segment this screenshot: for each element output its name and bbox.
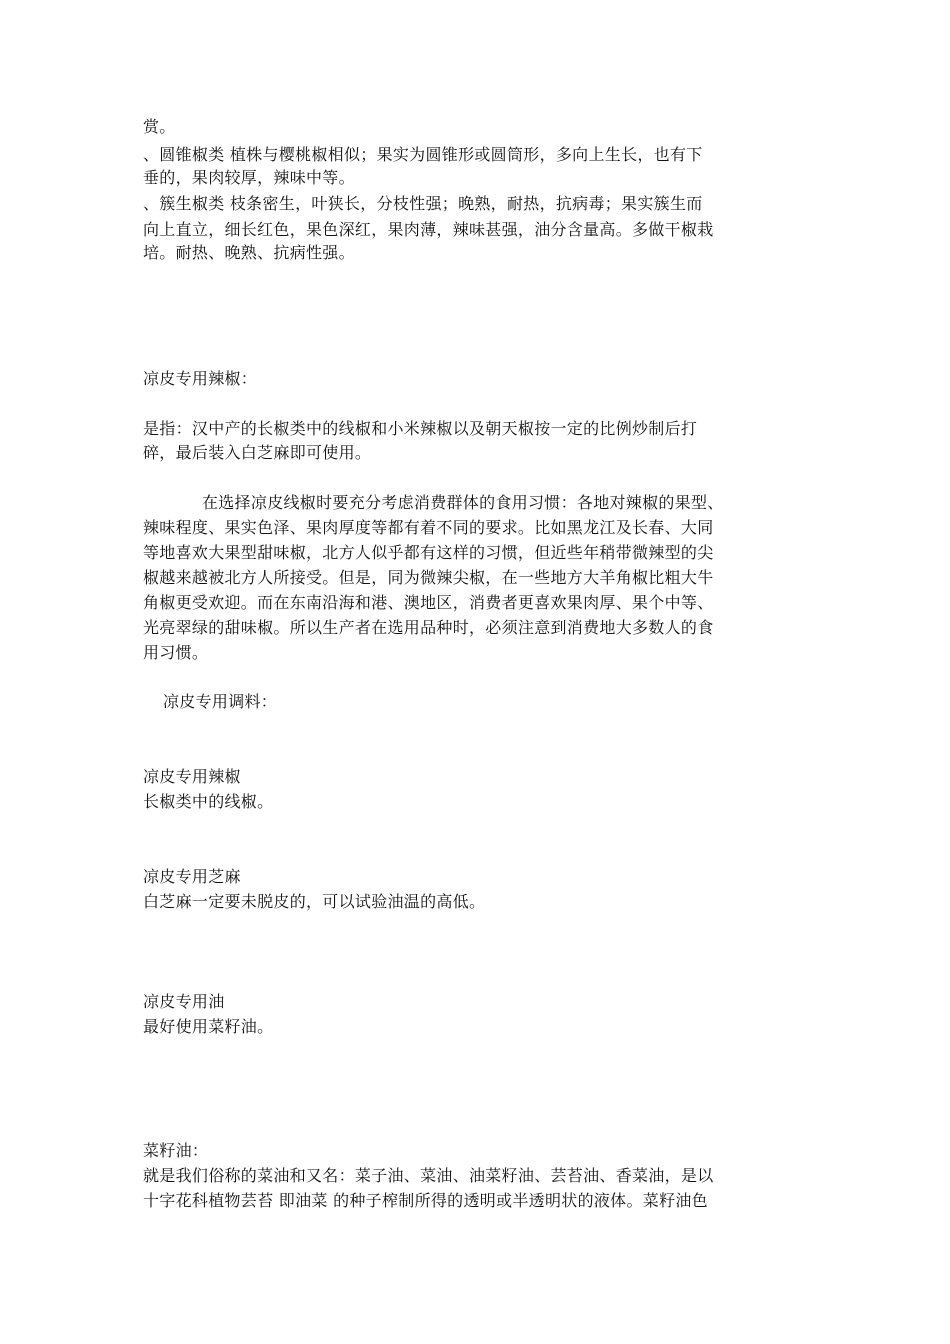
section-heading: 凉皮专用辣椒： <box>143 369 258 388</box>
text-line: 角椒更受欢迎。而在东南沿海和港、澳地区，消费者更喜欢果肉厚、果个中等、 <box>143 593 714 612</box>
item-description: 白芝麻一定要未脱皮的，可以试验油温的高低。 <box>143 892 486 911</box>
text-line: 培。耐热、晚熟、抗病性强。 <box>143 243 355 262</box>
text-line: 赏。 <box>143 117 176 136</box>
text-line: 用习惯。 <box>143 643 209 662</box>
text-line: 向上直立，细长红色，果色深红，果肉薄，辣味甚强，油分含量高。多做干椒栽 <box>143 220 714 239</box>
text-line: 、簇生椒类 枝条密生，叶狭长，分枝性强；晚熟，耐热，抗病毒；果实簇生而 <box>143 194 703 213</box>
text-line: 辣味程度、果实色泽、果肉厚度等都有着不同的要求。比如黑龙江及长春、大同 <box>143 518 714 537</box>
text-line: 等地喜欢大果型甜味椒，北方人似乎都有这样的习惯，但近些年稍带微辣型的尖 <box>143 543 714 562</box>
text-line: 、圆锥椒类 植株与樱桃椒相似；果实为圆锥形或圆筒形，多向上生长，也有下 <box>143 145 703 164</box>
text-line: 就是我们俗称的菜油和又名：菜子油、菜油、油菜籽油、芸苔油、香菜油，是以 <box>143 1166 714 1185</box>
text-line: 垂的，果肉较厚，辣味中等。 <box>143 168 355 187</box>
section-heading: 凉皮专用调料： <box>163 692 278 711</box>
text-line: 光亮翠绿的甜味椒。所以生产者在选用品种时，必须注意到消费地大多数人的食 <box>143 618 714 637</box>
item-description: 最好使用菜籽油。 <box>143 1017 274 1036</box>
text-line: 碎，最后装入白芝麻即可使用。 <box>143 443 372 462</box>
item-title: 凉皮专用辣椒 <box>143 767 241 786</box>
item-title: 凉皮专用芝麻 <box>143 867 241 886</box>
text-line: 十字花科植物芸苔 即油菜 的种子榨制所得的透明或半透明状的液体。菜籽油色 <box>143 1191 708 1210</box>
item-title: 凉皮专用油 <box>143 992 225 1011</box>
paragraph-first-line: 在选择凉皮线椒时要充分考虑消费群体的食用习惯：各地对辣椒的果型、 <box>202 493 724 512</box>
text-line: 是指：汉中产的长椒类中的线椒和小米辣椒以及朝天椒按一定的比例炒制后打 <box>143 419 698 438</box>
section-heading: 菜籽油： <box>143 1141 209 1160</box>
text-line: 椒越来越被北方人所接受。但是，同为微辣尖椒，在一些地方大羊角椒比粗大牛 <box>143 568 714 587</box>
item-description: 长椒类中的线椒。 <box>143 792 274 811</box>
